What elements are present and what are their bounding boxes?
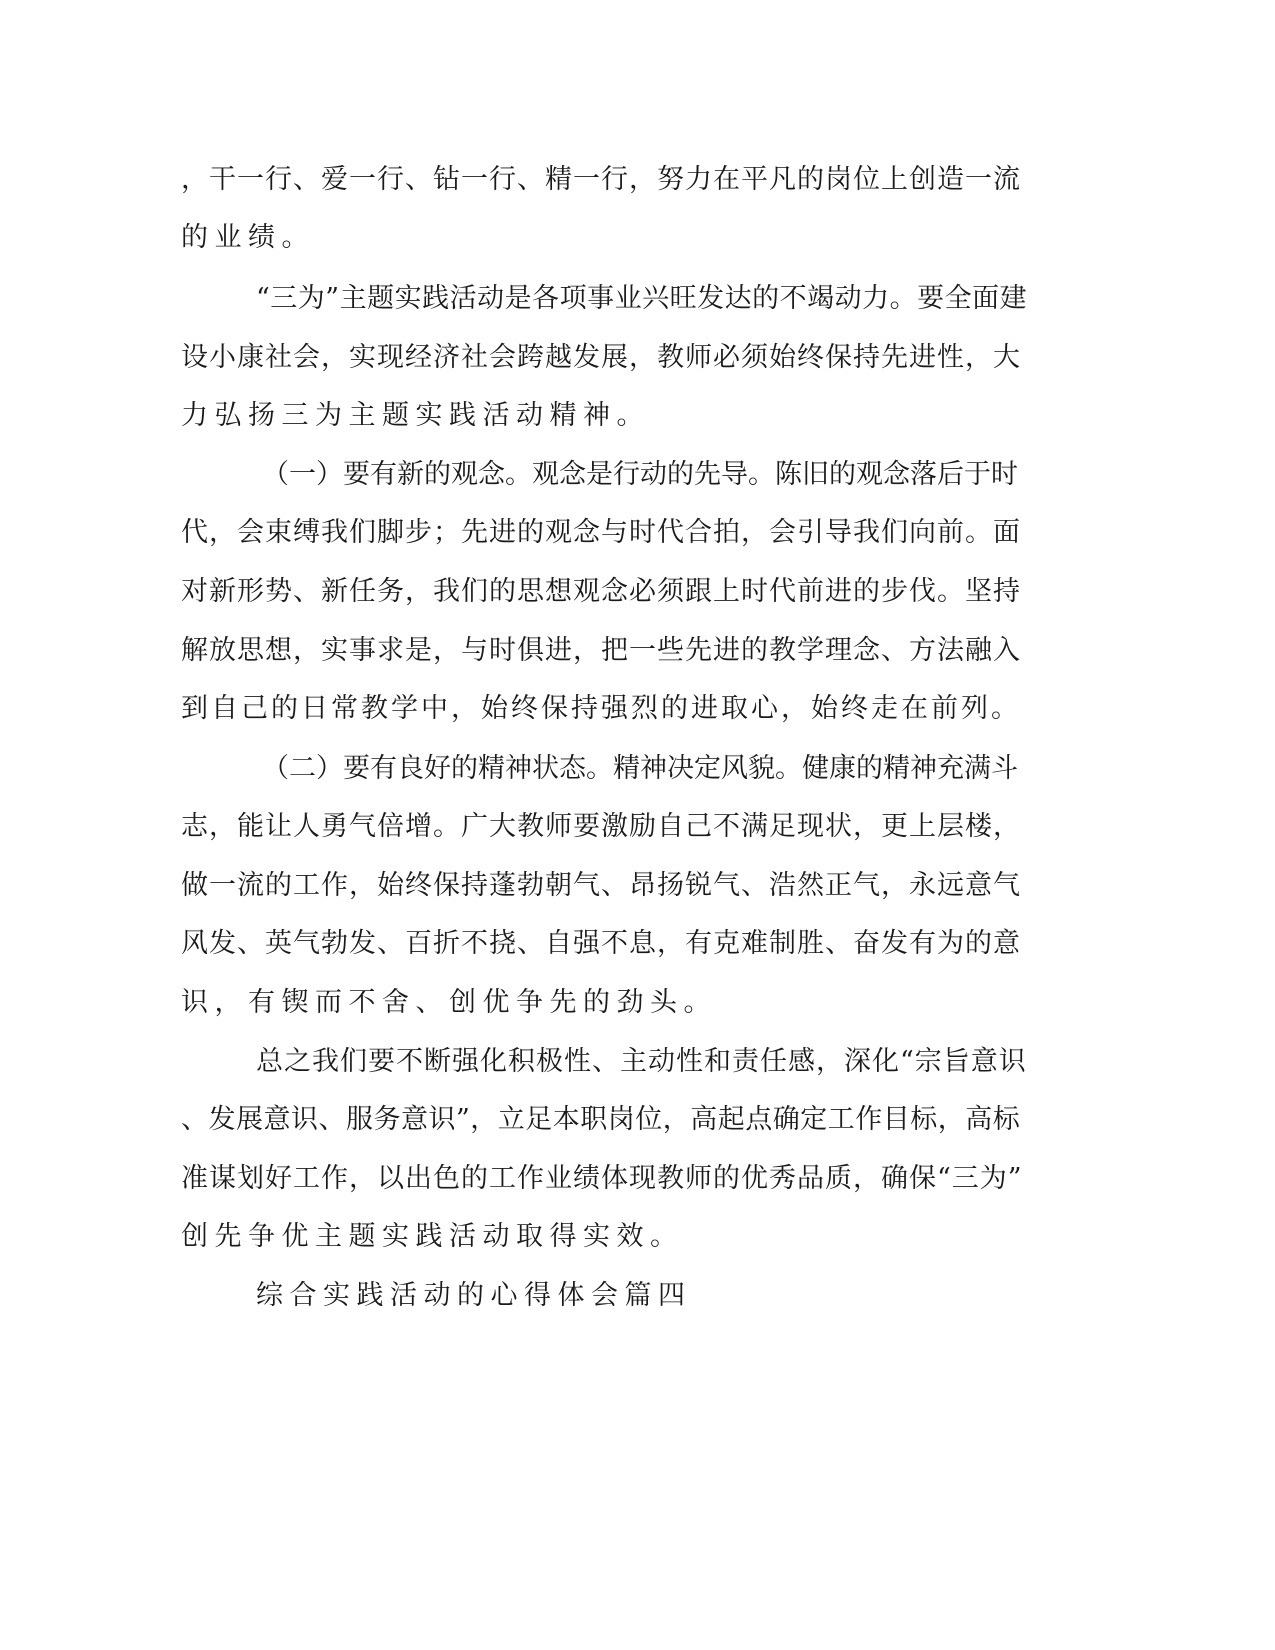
text-line: 解放思想，实事求是，与时俱进，把一些先进的教学理念、方法融入 [181,635,1021,666]
paragraph-start-line: （二）要有良好的精神状态。精神决定风貌。健康的精神充满斗 [262,753,1018,784]
text-line: 代，会束缚我们脚步；先进的观念与时代合拍，会引导我们向前。面 [181,517,1021,548]
text-line: 风发、英气勃发、百折不挠、自强不息，有克难制胜、奋发有为的意 [181,928,1021,959]
text-line: 力弘扬三为主题实践活动精神。 [181,400,650,431]
text-line: 对新形势、新任务，我们的思想观念必须跟上时代前进的步伐。坚持 [181,576,1021,607]
paragraph-start-line: “三为”主题实践活动是各项事业兴旺发达的不竭动力。要全面建 [256,283,1028,314]
text-line: 的业绩。 [181,222,315,253]
text-line: 创先争优主题实践活动取得实效。 [181,1221,684,1252]
text-line: 识，有锲而不舍、创优争先的劲头。 [181,987,717,1018]
text-line: 准谋划好工作，以出色的工作业绩体现教师的优秀品质，确保“三为” [181,1163,1023,1194]
text-line: 到自己的日常教学中，始终保持强烈的进取心，始终走在前列。 [181,693,1021,724]
paragraph-start-line: （一）要有新的观念。观念是行动的先导。陈旧的观念落后于时 [262,459,1018,490]
text-line: ，干一行、爱一行、钻一行、精一行，努力在平凡的岗位上创造一流 [181,164,1021,195]
text-line: 做一流的工作，始终保持蓬勃朝气、昂扬锐气、浩然正气，永远意气 [181,870,1021,901]
text-line: 、发展意识、服务意识”，立足本职岗位，高起点确定工作目标，高标 [181,1104,1021,1135]
paragraph-start-line: 总之我们要不断强化积极性、主动性和责任感，深化“宗旨意识 [256,1046,1027,1077]
text-line: 设小康社会，实现经济社会跨越发展，教师必须始终保持先进性，大 [181,342,1021,373]
section-heading: 综合实践活动的心得体会篇四 [256,1280,692,1311]
text-line: 志，能让人勇气倍增。广大教师要激励自己不满足现状，更上层楼， [181,811,1021,842]
